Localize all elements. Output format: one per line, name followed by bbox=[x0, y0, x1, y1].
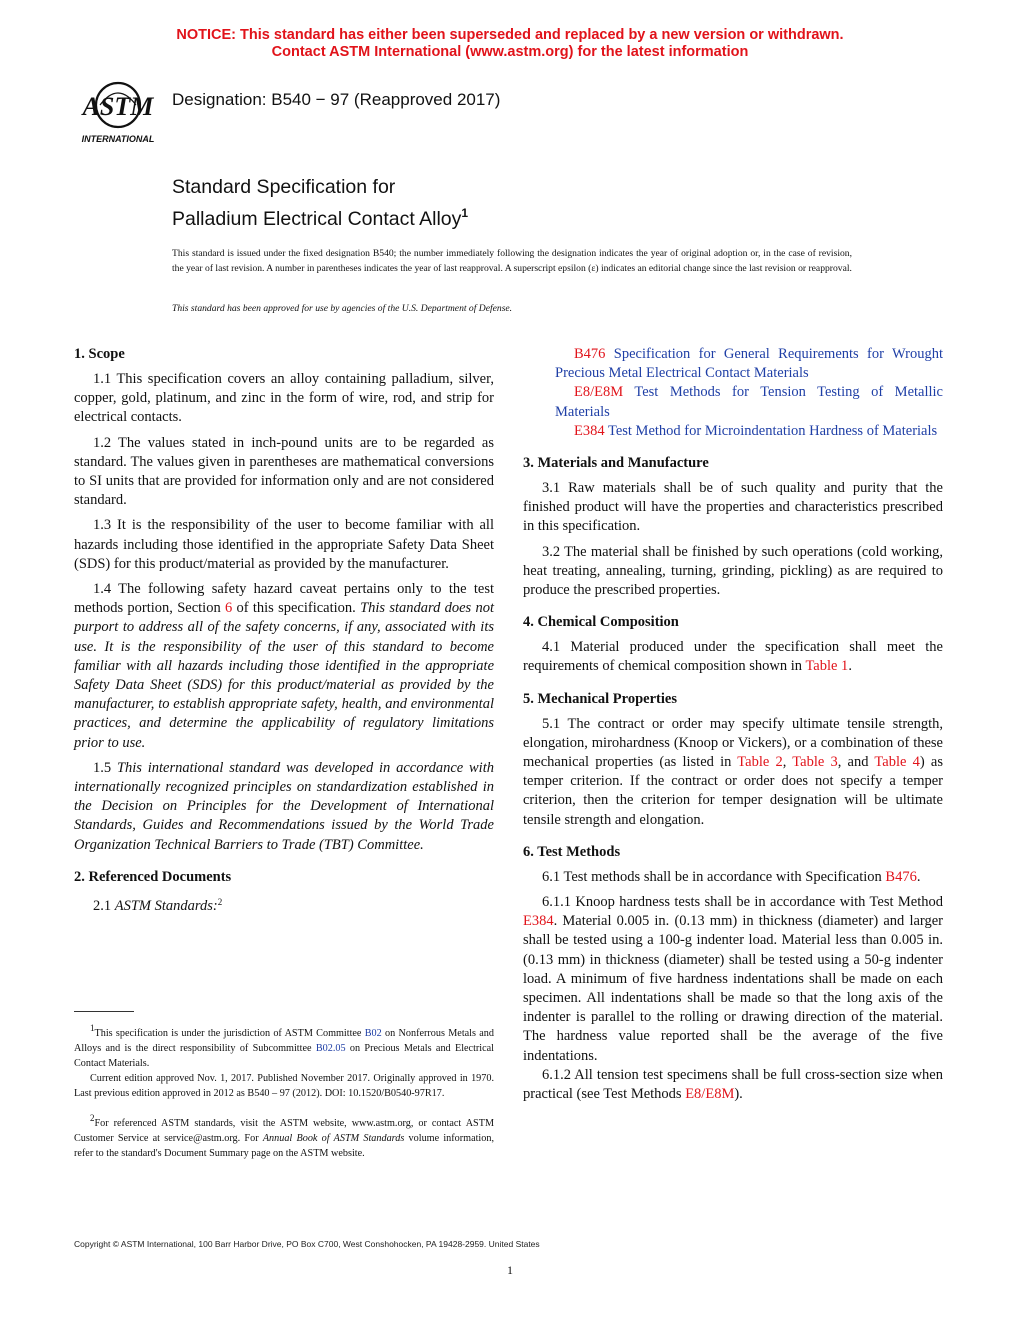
paragraph-6-1: 6.1 Test methods shall be in accordance with Specification B476. bbox=[542, 868, 921, 885]
paragraph-1-5: 1.5 This international standard was developed in accordance with internationally recognized principles on standardization established in the Decision on Principles for the Development of International Standards, Guides and Recommendations issued by the World Trade Organization Technical Barriers to Trade (TBT) Committee. bbox=[74, 759, 494, 853]
table-2-link[interactable]: Table 2 bbox=[737, 754, 783, 771]
b476-link[interactable]: B476 bbox=[885, 868, 917, 885]
footnote-divider bbox=[74, 1011, 134, 1012]
table-3-link[interactable]: Table 3 bbox=[792, 754, 838, 771]
footnote-2: $^2$For referenced ASTM standards, visit the ASTM website, www.astm.org, or contact ASTM Customer Service at service@astm.org. For Annual Book of ASTM Standards volume information, refer to the standard's Document Summary page on the ASTM website. bbox=[74, 1113, 494, 1159]
reference-link-e384[interactable]: E384 bbox=[574, 422, 605, 439]
e384-link[interactable]: E384 bbox=[523, 913, 554, 930]
svg-text:ASTM: ASTM bbox=[82, 92, 154, 121]
footnote-1: $^1$This specification is under the jurisdiction of ASTM Committee B02 on Nonferrous Metals and Alloys and is the direct responsibility of Subcommittee B02.05 on Precious Metals and Electrical Contact Materials. Current edition approved Nov. 1, 2017. Published November 2017. Originally approved in 1970. Last previous edition approved in 2012 as B540 – 97 (2012). DOI: 10.1520/B0540-97R17. bbox=[74, 1023, 494, 1099]
section-heading-test-methods: 6. Test Methods bbox=[523, 843, 621, 860]
approval-note: This standard has been approved for use by agencies of the U.S. Department of Defense. bbox=[172, 303, 513, 314]
page-title bbox=[172, 174, 468, 232]
e8-e8m-link[interactable]: E8/E8M bbox=[685, 1086, 735, 1103]
paragraph-6-1-2: 6.1.2 All tension test specimens shall be full cross-section size when practical (see Test Methods E8/E8M). bbox=[523, 1066, 943, 1103]
notice-line-1: NOTICE: This standard has either been superseded and replaced by a new version or withdrawn. bbox=[176, 27, 844, 43]
paragraph-1-2: 1.2 The values stated in inch-pound units are to be regarded as standard. The values given in parentheses are mathematical conversions to SI units that are provided for information only and are not considered standard. bbox=[74, 434, 494, 509]
footnote-1-edition: Current edition approved Nov. 1, 2017. Published November 2017. Originally approved in 1970. Last previous edition approved in 2012 as B540 – 97 (2012). DOI: 10.1520/B0540-97R17. bbox=[74, 1073, 494, 1099]
section-heading-scope: 1. Scope bbox=[74, 346, 125, 362]
title-line-1: Standard Specification for bbox=[172, 176, 396, 198]
reference-link-e8-e8m[interactable]: E8/E8M bbox=[574, 384, 624, 401]
issuance-note: This standard is issued under the fixed designation B540; the number immediately following the designation indicates the year of original adoption or, in the case of revision, the year of last revision. A number in parentheses indicates the year of last reapproval. A superscript epsilon (ε) indicates an editorial change since the last revision or reapproval. bbox=[172, 248, 852, 274]
paragraph-3-2: 3.2 The material shall be finished by such operations (cold working, heat treating, annealing, turning, grinding, pickling) as are required to produce the prescribed properties. bbox=[523, 543, 943, 599]
reference-item: B476 Specification for General Requirements for Wrought Precious Metal Electrical Contact Materials bbox=[555, 346, 943, 382]
paragraph-1-4: 1.4 The following safety hazard caveat pertains only to the test methods portion, Section 6 of this specification. This standard does not purport to address all of the safety concerns, if any, associated with its use. It is the responsibility of the user of this standard to become familiar with all hazards including those identified in the appropriate Safety Data Sheet (SDS) for this product/material as provided by the manufacturer, to establish appropriate safety, health, and environmental practices, and determine the applicability of regulatory limitations prior to use. bbox=[74, 581, 495, 751]
section-heading-mechanical: 5. Mechanical Properties bbox=[523, 690, 677, 707]
paragraph-6-1-1: 6.1.1 Knoop hardness tests shall be in accordance with Test Method E384. Material 0.005 in. (0.13 mm) in thickness (diameter) and larger shall be tested using a 100-g indenter load. Material less than 0.005 in. (0.13 mm) in thickness (diameter) shall be tested using a 50-g indenter load. A minimum of five hardness indentations shall be made on each specimen. All indentations shall be made so that the long axis of the indenter is parallel to the rolling or drawing direction of the material. The hardness value reported shall be the average of the five indentations. bbox=[523, 894, 943, 1064]
section-6-link[interactable]: 6 bbox=[224, 600, 233, 617]
table-1-link[interactable]: Table 1 bbox=[805, 658, 849, 675]
page-number: 1 bbox=[507, 1263, 513, 1277]
right-column bbox=[523, 345, 943, 1104]
paragraph-1-1: 1.1 This specification covers an alloy containing palladium, silver, copper, gold, platinum, and zinc in the form of wire, rod, and strip for electrical contacts. bbox=[74, 371, 494, 426]
b02-05-link[interactable]: B02.05 bbox=[315, 1043, 346, 1054]
svg-text:INTERNATIONAL: INTERNATIONAL bbox=[81, 134, 155, 144]
notice-banner bbox=[0, 27, 1020, 61]
notice-line-2: Contact ASTM International (www.astm.org) for the latest information bbox=[271, 44, 749, 60]
table-4-link[interactable]: Table 4 bbox=[874, 754, 920, 771]
b02-link[interactable]: B02 bbox=[364, 1028, 382, 1039]
paragraph-1-3: 1.3 It is the responsibility of the user to become familiar with all hazards including those identified in the appropriate Safety Data Sheet (SDS) for this product/material as provided by the manufacturer. bbox=[74, 517, 494, 572]
copyright: Copyright © ASTM International, 100 Barr Harbor Drive, PO Box C700, West Conshohocken, PA 19428-2959. United States bbox=[74, 1239, 540, 1249]
astm-logo-icon bbox=[74, 77, 162, 145]
designation: Designation: B540 − 97 (Reapproved 2017) bbox=[172, 90, 501, 109]
paragraph-5-1: 5.1 The contract or order may specify ultimate tensile strength, elongation, mirohardness (Knoop or Vickers), or a combination of these mechanical properties (as listed in Table 2, Table 3, and Table 4) as temper criterion. If the contract or order does not specify a temper criterion, then the criterion for temper designation will be ultimate tensile strength and elongation. bbox=[523, 715, 943, 828]
reference-item: E8/E8M Test Methods for Tension Testing of Metallic Materials bbox=[555, 384, 943, 420]
paragraph-3-1: 3.1 Raw materials shall be of such quality and purity that the finished product will have the properties and characteristics prescribed in this specification. bbox=[523, 480, 943, 535]
title-line-2: Palladium Electrical Contact Alloy$^1$ bbox=[172, 206, 469, 230]
paragraph-2-1: 2.1 ASTM Standards:$^2$ bbox=[93, 896, 223, 914]
paragraph-4-1: 4.1 Material produced under the specification shall meet the requirements of chemical composition shown in Table 1. bbox=[523, 639, 943, 675]
reference-item: E384 Test Method for Microindentation Hardness of Materials bbox=[574, 422, 938, 439]
section-heading-referenced-documents: 2. Referenced Documents bbox=[74, 868, 232, 885]
section-heading-chemical: 4. Chemical Composition bbox=[523, 614, 679, 631]
section-heading-materials: 3. Materials and Manufacture bbox=[523, 455, 709, 472]
reference-link-b476[interactable]: B476 bbox=[574, 346, 606, 362]
left-column bbox=[74, 345, 494, 916]
